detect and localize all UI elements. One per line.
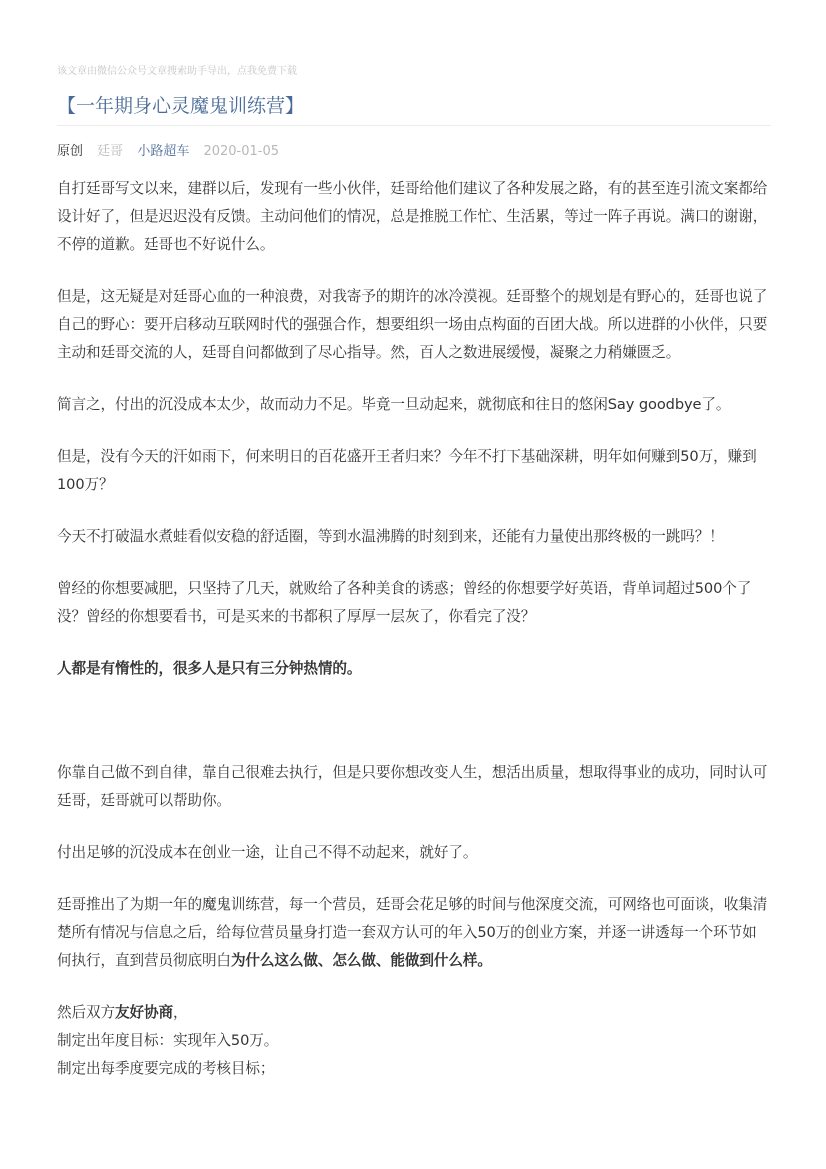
paragraph-8: 你靠自己做不到自律，靠自己很难去执行，但是只要你想改变人生，想活出质量，想取得事业的成功，同时认可廷哥，廷哥就可以帮助你。 bbox=[57, 764, 768, 809]
line-1-tail: ， bbox=[172, 1004, 188, 1021]
paragraph-10-text: 廷哥推出了为期一年的魔鬼训练营，每一个营员，廷哥会花足够的时间与他深度交流，可网络也可面谈，收集清楚所有情况与信息之后，给每位营员量身打造一套双方认可的年入50万的创业方案，并逐一讲透每一个环节如何执行，直到营员彻底明白 bbox=[57, 896, 768, 969]
article-title: 【一年期身心灵魔鬼训练营】 bbox=[57, 95, 305, 117]
account-link[interactable]: 小路超车 bbox=[137, 144, 190, 159]
paragraph-10-emphasis: 为什么这么做、怎么做、能做到什么样。 bbox=[230, 952, 492, 969]
line-2: 制定出年度目标：实现年入50万。 bbox=[57, 1032, 279, 1049]
article-body bbox=[57, 175, 771, 1083]
line-3: 制定出每季度要完成的考核目标； bbox=[57, 1060, 275, 1077]
paragraph-5: 今天不打破温水煮蛙看似安稳的舒适圈，等到水温沸腾的时刻到来，还能有力量使出那终极的一跳吗？！ bbox=[57, 528, 724, 545]
paragraph-4: 但是，没有今天的汗如雨下，何来明日的百花盛开王者归来？今年不打下基础深耕，明年如何赚到50万，赚到100万？ bbox=[57, 448, 757, 493]
article-meta bbox=[57, 140, 289, 159]
publish-date: 2020-01-05 bbox=[203, 144, 280, 159]
paragraph-3: 简言之，付出的沉没成本太少，故而动力不足。毕竟一旦动起来，就彻底和往日的悠闲Say goodbye了。 bbox=[57, 396, 731, 413]
line-1 bbox=[57, 999, 771, 1027]
paragraph-1: 自打廷哥写文以来，建群以后，发现有一些小伙伴，廷哥给他们建议了各种发展之路，有的甚至连引流文案都给设计好了，但是迟迟没有反馈。主动问他们的情况，总是推脱工作忙、生活累，等过一阵子再说。满口的谢谢，不停的道歉。廷哥也不好说什么。 bbox=[57, 180, 768, 253]
title-divider bbox=[57, 125, 771, 126]
paragraph-10 bbox=[57, 891, 771, 975]
line-1-emphasis: 友好协商 bbox=[114, 1004, 173, 1021]
author-name: 廷哥 bbox=[97, 144, 124, 159]
paragraph-2: 但是，这无疑是对廷哥心血的一种浪费，对我寄予的期许的冰冷漠视。廷哥整个的规划是有野心的，廷哥也说了自己的野心：要开启移动互联网时代的强强合作，想要组织一场由点构面的百团大战。所以进群的小伙伴，只要主动和廷哥交流的人，廷哥自问都做到了尽心指导。然，百人之数进展缓慢，凝聚之力稍嫌匮乏。 bbox=[57, 288, 768, 361]
export-source-link[interactable]: 该文章由微信公众号文章搜索助手导出，点我免费下载 bbox=[57, 66, 297, 77]
paragraph-9: 付出足够的沉没成本在创业一途，让自己不得不动起来，就好了。 bbox=[57, 844, 478, 861]
original-label: 原创 bbox=[57, 144, 84, 159]
line-1-text: 然后双方 bbox=[57, 1004, 115, 1021]
paragraph-6: 曾经的你想要减肥，只坚持了几天，就败给了各种美食的诱惑；曾经的你想要学好英语，背单词超过500个了没？曾经的你想要看书，可是买来的书都积了厚厚一层灰了，你看完了没？ bbox=[57, 580, 752, 625]
bold-paragraph: 人都是有惰性的，很多人是只有三分钟热情的。 bbox=[57, 660, 362, 677]
